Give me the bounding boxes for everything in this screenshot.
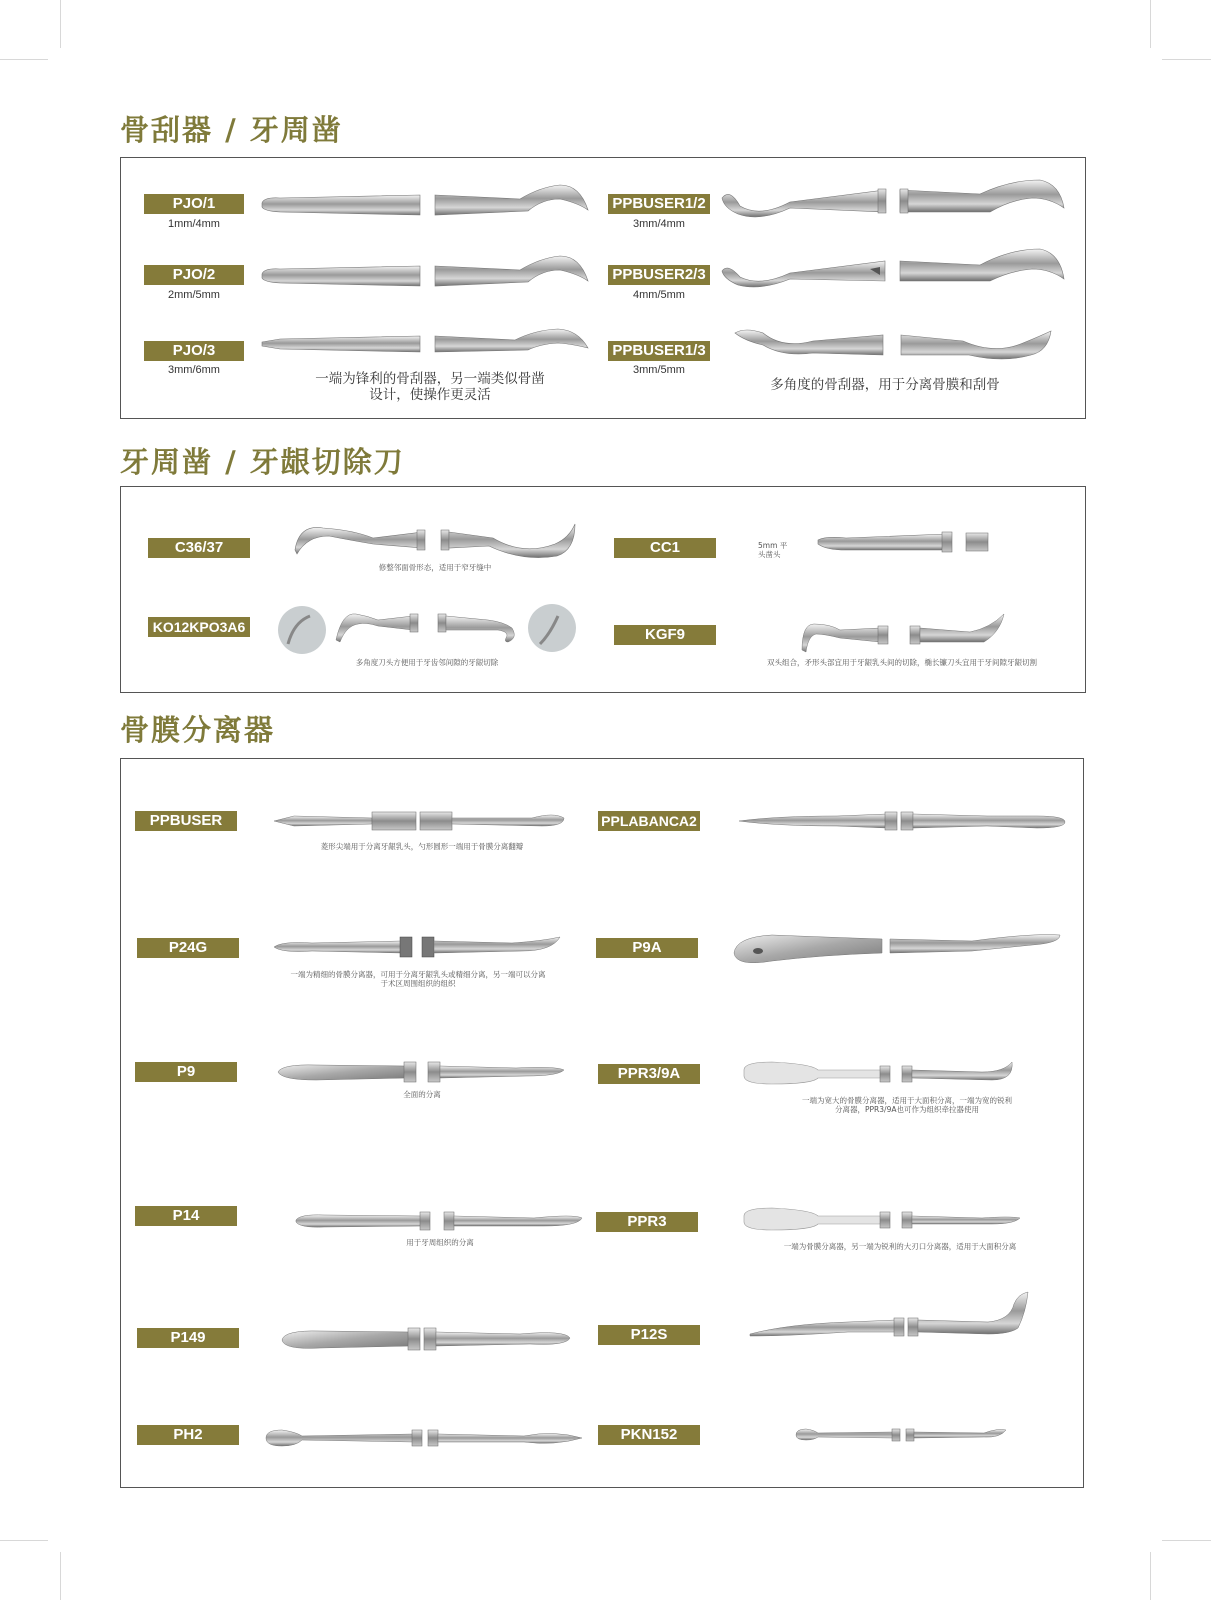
product-code-c3637: C36/37 bbox=[148, 538, 250, 558]
instrument-note-p9: 全面的分离 bbox=[403, 1090, 441, 1099]
instrument-note-ppr3: 一端为骨膜分离器，另一端为锐利的大刃口分离器，适用于大面积分离 bbox=[783, 1242, 1017, 1251]
section-frame-periosteal-elevator bbox=[120, 758, 1084, 1488]
instrument-image-ko12kpo3a6 bbox=[278, 602, 578, 658]
product-code-pkn152: PKN152 bbox=[598, 1425, 700, 1445]
product-code-ph2: PH2 bbox=[137, 1425, 239, 1445]
instrument-note-ko12kpo3a6: 多角度刀头方便用于牙齿邻间隙的牙龈切除 bbox=[355, 658, 499, 667]
instrument-image-pplabanca2 bbox=[737, 806, 1067, 836]
product-code-ppbuser: PPBUSER bbox=[135, 811, 237, 831]
product-code-p14: P14 bbox=[135, 1206, 237, 1226]
instrument-image-ppbuser12 bbox=[720, 178, 1065, 222]
product-code-pjo2: PJO/2 bbox=[144, 265, 244, 285]
product-code-cc1: CC1 bbox=[614, 538, 716, 558]
product-code-ko12kpo3a6: KO12KPO3A6 bbox=[148, 617, 250, 637]
product-code-ppr39a: PPR3/9A bbox=[598, 1064, 700, 1084]
instrument-image-pjo1 bbox=[260, 185, 590, 225]
instrument-image-pjo2 bbox=[260, 256, 590, 296]
instrument-image-ppbuser23 bbox=[720, 247, 1065, 291]
instrument-note-p14: 用于牙周组织的分离 bbox=[406, 1238, 474, 1247]
product-size-ppbuser13: 3mm/5mm bbox=[633, 364, 685, 376]
product-size-pjo3: 3mm/6mm bbox=[168, 364, 220, 376]
section-description-ppbuser: 多角度的骨刮器，用于分离骨膜和刮骨 bbox=[770, 377, 1000, 393]
instrument-image-ph2 bbox=[264, 1424, 584, 1452]
crop-mark bbox=[60, 1552, 61, 1600]
instrument-image-cc1 bbox=[816, 530, 991, 558]
instrument-image-pkn152 bbox=[794, 1424, 1008, 1446]
instrument-image-pjo3 bbox=[260, 328, 590, 360]
product-code-pjo1: PJO/1 bbox=[144, 194, 244, 214]
crop-mark bbox=[60, 0, 61, 48]
section-description-pjo: 一端为锋利的骨刮器，另一端类似骨凿设计，使操作更灵活 bbox=[315, 371, 545, 403]
instrument-note-c3637: 修整邻面骨形态，适用于窄牙缝中 bbox=[378, 563, 492, 572]
instrument-image-kgf9 bbox=[800, 612, 1010, 654]
crop-mark bbox=[1162, 1540, 1211, 1541]
instrument-image-ppbuser bbox=[272, 806, 567, 836]
instrument-image-p9 bbox=[276, 1056, 566, 1086]
product-size-ppbuser12: 3mm/4mm bbox=[633, 218, 685, 230]
instrument-image-ppr3 bbox=[742, 1204, 1022, 1234]
crop-mark bbox=[1162, 59, 1211, 60]
section-title-periosteal-elevator: 骨膜分离器 bbox=[120, 713, 276, 747]
instrument-note-kgf9: 双头组合，矛形头部宜用于牙龈乳头间的切除，椭长镰刀头宜用于牙间隙牙龈切割 bbox=[767, 658, 1037, 667]
section-title-gingivectomy: 牙周凿 / 牙龈切除刀 bbox=[120, 445, 405, 479]
instrument-image-p149 bbox=[280, 1322, 572, 1354]
product-code-p9: P9 bbox=[135, 1062, 237, 1082]
product-code-p12s: P12S bbox=[598, 1325, 700, 1345]
product-code-ppbuser23: PPBUSER2/3 bbox=[608, 265, 710, 285]
product-code-ppbuser12: PPBUSER1/2 bbox=[608, 194, 710, 214]
instrument-image-c3637 bbox=[293, 520, 578, 562]
product-code-p9a: P9A bbox=[596, 938, 698, 958]
product-code-ppbuser13: PPBUSER1/3 bbox=[608, 341, 710, 361]
instrument-image-p24g bbox=[272, 933, 562, 961]
section-title-bone-scraper: 骨刮器 / 牙周凿 bbox=[120, 113, 343, 147]
instrument-note-ppr39a: 一端为宽大的骨膜分离器，适用于大面积分离，一端为宽的锐利分离器，PPR3/9A也可作为组织牵拉器使用 bbox=[802, 1096, 1012, 1114]
product-size-pjo1: 1mm/4mm bbox=[168, 218, 220, 230]
crop-mark bbox=[1150, 1552, 1151, 1600]
instrument-note-p24g: 一端为精细的骨膜分离器，可用于分离牙龈乳头或精细分离，另一端可以分离于术区周围组织的组织 bbox=[290, 970, 546, 988]
instrument-image-ppr39a bbox=[742, 1058, 1017, 1088]
product-code-ppr3: PPR3 bbox=[596, 1212, 698, 1232]
product-code-p149: P149 bbox=[137, 1328, 239, 1348]
crop-mark bbox=[0, 1540, 48, 1541]
product-code-kgf9: KGF9 bbox=[614, 625, 716, 645]
product-size-pjo2: 2mm/5mm bbox=[168, 289, 220, 301]
instrument-image-ppbuser13 bbox=[733, 325, 1053, 365]
instrument-note-ppbuser: 菱形尖端用于分离牙龈乳头，勺形圆形一端用于骨膜分离翻瓣 bbox=[320, 842, 524, 851]
product-code-pplabanca2: PPLABANCA2 bbox=[598, 811, 700, 831]
product-size-ppbuser23: 4mm/5mm bbox=[633, 289, 685, 301]
crop-mark bbox=[1150, 0, 1151, 48]
instrument-image-p9a bbox=[732, 923, 1062, 967]
instrument-note-cc1: 5mm 平头凿头 bbox=[758, 541, 788, 559]
instrument-image-p14 bbox=[294, 1208, 584, 1234]
crop-mark bbox=[0, 59, 48, 60]
product-code-p24g: P24G bbox=[137, 938, 239, 958]
product-code-pjo3: PJO/3 bbox=[144, 341, 244, 361]
instrument-image-p12s bbox=[748, 1292, 1030, 1344]
